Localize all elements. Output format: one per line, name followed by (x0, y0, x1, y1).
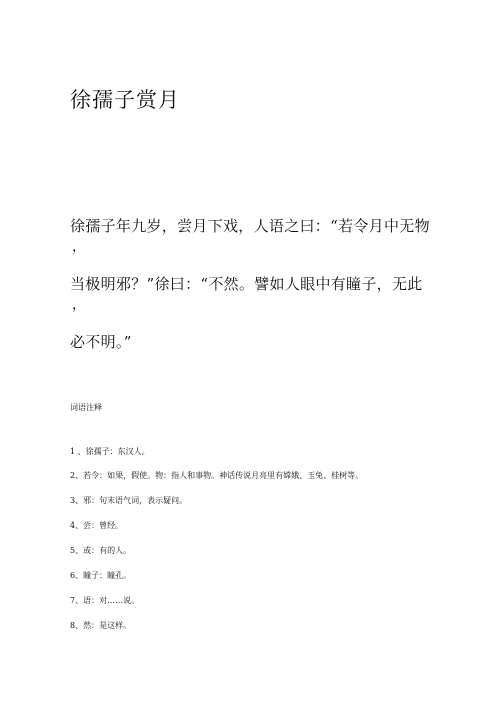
body-text-comma-2: ， (72, 297, 86, 313)
note-item: 8、然：是这样。 (70, 621, 132, 630)
note-item: 3、邪：句末语气词，表示疑问。 (70, 496, 188, 505)
notes-heading: 词语注释 (70, 403, 102, 412)
note-item: 6、瞳子：瞳孔。 (70, 571, 132, 580)
note-item: 5、或：有的人。 (70, 546, 132, 555)
note-item: 1 、徐孺子：东汉人。 (70, 447, 150, 456)
note-item: 4、尝：曾经。 (70, 521, 124, 530)
note-item: 2、若令：如果，假使。物：指人和事物。神话传说月亮里有嫦娥、玉兔、桂树等。 (70, 471, 364, 480)
body-text-line-3: 必不明。” (70, 333, 132, 351)
body-text-comma-1: ， (72, 239, 86, 255)
page-title: 徐孺子赏月 (70, 88, 180, 112)
body-text-line-1: 徐孺子年九岁，尝月下戏，人语之曰：“若令月中无物 (70, 217, 430, 235)
note-item: 7、语：对……说。 (70, 596, 140, 605)
body-text-line-2: 当极明邪？”徐曰：“不然。譬如人眼中有瞳子，无此 (70, 275, 423, 293)
